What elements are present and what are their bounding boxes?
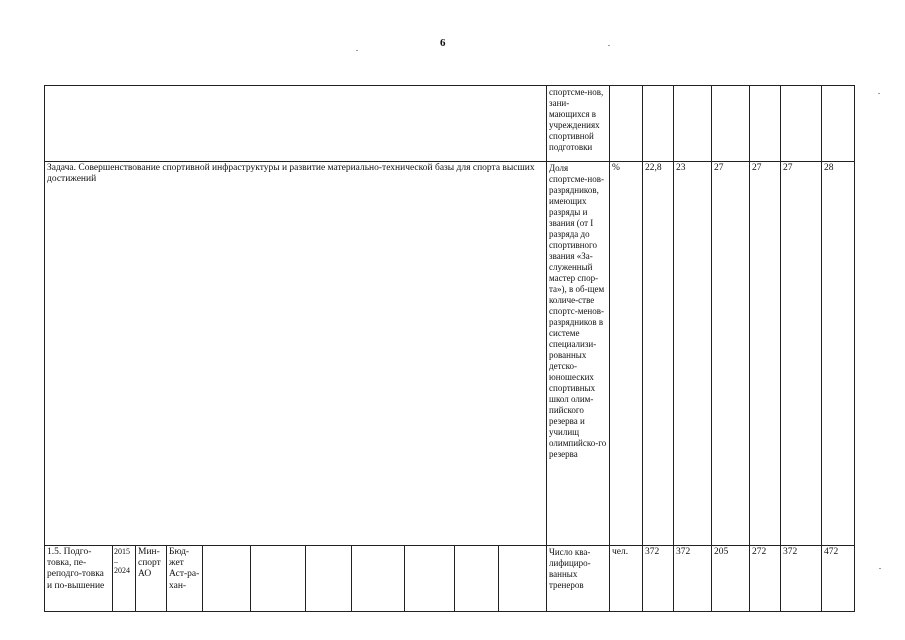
source-cell: Бюд-жет Аст-ра-хан- — [167, 546, 203, 612]
executor-cell: Мин-спорт АО — [136, 546, 167, 612]
scan-speck — [879, 568, 881, 569]
value-cell: 28 — [822, 162, 855, 546]
value-cell: 372 — [781, 546, 822, 612]
unit-cell: чел. — [610, 546, 643, 612]
empty-cell — [405, 546, 455, 612]
value-cell — [643, 86, 674, 162]
value-cell: 372 — [643, 546, 674, 612]
measure-row — [45, 546, 855, 612]
unit-cell — [610, 86, 643, 162]
value-cell: 22,8 — [643, 162, 674, 546]
value-cell — [750, 86, 781, 162]
empty-cell — [455, 546, 499, 612]
value-cell: 472 — [822, 546, 855, 612]
indicator-cell: Доля спортсме-нов-разрядников, имеющих разряды и звания (от I разряда до спортивного звания «За-служенный мастер спор-та»), в об-щем количе-стве спортс-менов-разрядников в системе специализи-рованных детско-юношеских спортивных школ олим-пийского резерва и училищ олимпийско-го резерва — [547, 162, 610, 546]
indicator-cell: Число ква-лифициро-ванных тренеров — [547, 546, 610, 612]
value-cell — [674, 86, 712, 162]
value-cell — [781, 86, 822, 162]
empty-cell — [499, 546, 547, 612]
page-number: 6 — [440, 37, 446, 49]
empty-cell — [306, 546, 352, 612]
empty-cell — [352, 546, 405, 612]
measure-name: 1.5. Подго-товка, пе-реподго-товка и по-вышение — [45, 546, 113, 612]
empty-cell — [251, 546, 306, 612]
value-cell: 27 — [750, 162, 781, 546]
indicator-cell: спортсме-нов, зани-мающихся в учреждениях спортивной подготовки — [547, 86, 610, 162]
task-row — [45, 162, 855, 546]
scan-speck — [356, 50, 358, 51]
value-cell: 27 — [781, 162, 822, 546]
value-cell — [712, 86, 750, 162]
period-cell: 2015 – 2024 — [113, 546, 136, 612]
value-cell — [822, 86, 855, 162]
value-cell: 23 — [674, 162, 712, 546]
program-table — [44, 85, 855, 612]
task-text: Задача. Совершенствование спортивной инфраструктуры и развитие материально-технической базы для спорта высших достижений — [45, 162, 547, 546]
value-cell: 272 — [750, 546, 781, 612]
value-cell: 205 — [712, 546, 750, 612]
scan-speck — [878, 93, 880, 94]
value-cell: 372 — [674, 546, 712, 612]
empty-cell — [203, 546, 251, 612]
value-cell: 27 — [712, 162, 750, 546]
empty-cell — [45, 86, 547, 162]
continued-row — [45, 86, 855, 162]
unit-cell: % — [610, 162, 643, 546]
scan-speck — [608, 45, 610, 46]
